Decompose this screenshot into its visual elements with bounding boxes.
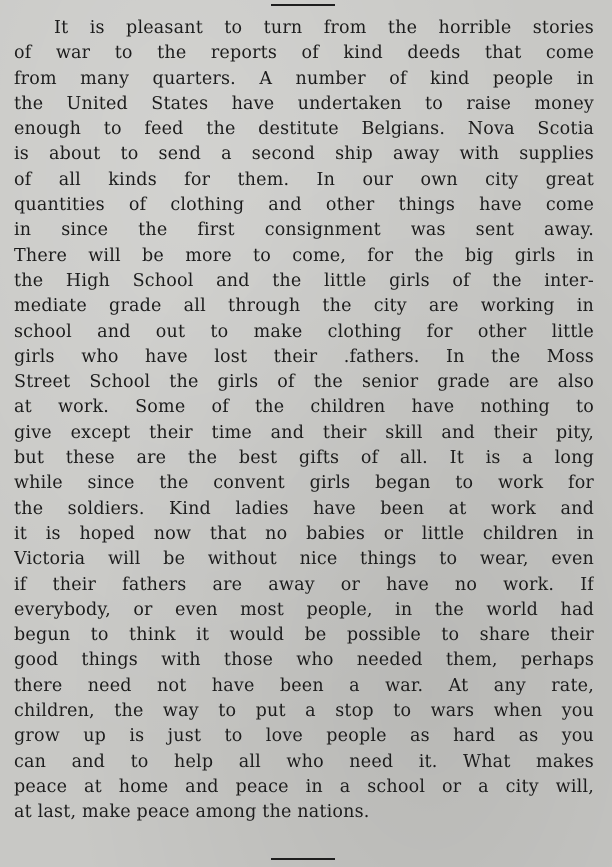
article-line: of all kinds for them. In our own city great xyxy=(14,169,594,190)
article-line: of war to the reports of kind deeds that come xyxy=(14,43,594,64)
article-line: there need not have been a war. At any rate, xyxy=(14,675,594,696)
article-line: mediate grade all through the city are working in xyxy=(14,296,594,317)
article-line: It is pleasant to turn from the horrible stories xyxy=(54,18,594,38)
article-line: the High School and the little girls of the inter- xyxy=(14,270,594,291)
article-line: Street School the girls of the senior grade are also xyxy=(14,372,594,393)
article-line: children, the way to put a stop to wars when you xyxy=(14,701,594,722)
article-line: at work. Some of the children have nothing to xyxy=(14,397,594,418)
article-line: begun to think it would be possible to share their xyxy=(14,625,594,646)
article-line: is about to send a second ship away with supplies xyxy=(14,144,594,165)
article-line: school and out to make clothing for other little xyxy=(14,321,594,342)
article-line: it is hoped now that no babies or little children in xyxy=(14,523,594,544)
article-line: from many quarters. A number of kind people in xyxy=(14,68,594,89)
article-line: can and to help all who need it. What makes xyxy=(14,751,594,772)
article-line: Victoria will be without nice things to wear, even xyxy=(14,549,594,570)
article-line: peace at home and peace in a school or a city will, xyxy=(14,776,594,797)
article-line: quantities of clothing and other things have come xyxy=(14,195,594,216)
article-body xyxy=(14,16,594,826)
article-line: give except their time and their skill and their pity, xyxy=(14,422,594,443)
article-line: in since the first consignment was sent away. xyxy=(14,220,594,241)
article-line: if their fathers are away or have no work. If xyxy=(14,574,594,595)
article-line: the soldiers. Kind ladies have been at work and xyxy=(14,498,594,519)
bottom-separator-rule xyxy=(271,858,335,860)
article-line: everybody, or even most people, in the world had xyxy=(14,599,594,620)
article-line: the United States have undertaken to raise money xyxy=(14,93,594,114)
article-line: girls who have lost their .fathers. In the Moss xyxy=(14,346,594,367)
article-line: but these are the best gifts of all. It is a long xyxy=(14,448,594,469)
article-line: grow up is just to love people as hard as you xyxy=(14,726,594,747)
article-line: There will be more to come, for the big girls in xyxy=(14,245,594,266)
article-line: good things with those who needed them, perhaps xyxy=(14,650,594,671)
article-line: enough to feed the destitute Belgians. Nova Scotia xyxy=(14,119,594,140)
article-line: at last, make peace among the nations. xyxy=(14,802,370,823)
article-line: while since the convent girls began to work for xyxy=(14,473,594,494)
top-separator-rule xyxy=(271,4,335,6)
